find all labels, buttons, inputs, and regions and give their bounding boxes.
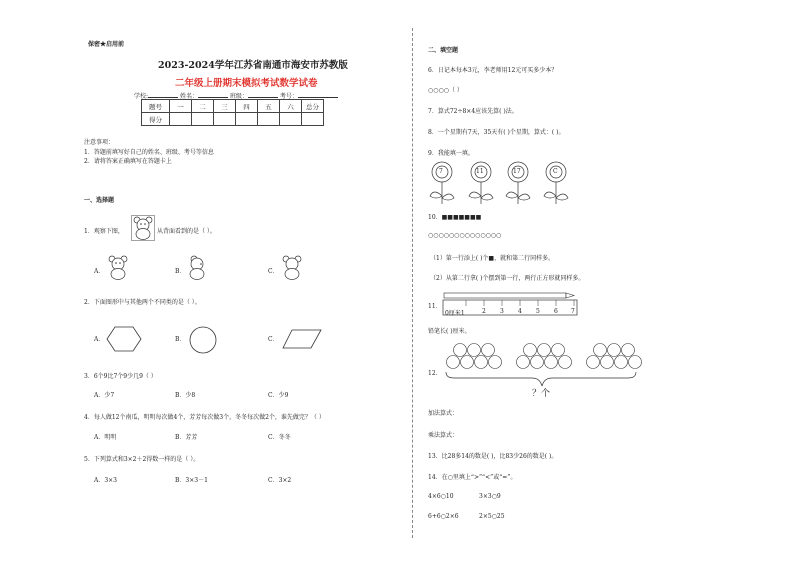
notes-title: 注意事项：: [84, 139, 115, 146]
page-divider: [412, 28, 413, 538]
score-table: [141, 99, 324, 126]
page-subtitle: 二年级上册期末模拟考试数学试卷: [175, 78, 318, 89]
table-cell: 三: [214, 100, 236, 113]
name-label: 姓名：: [179, 93, 198, 100]
q1-option-a[interactable]: A．: [94, 268, 105, 275]
q2-option-b[interactable]: B．: [175, 336, 186, 343]
q12-add-formula[interactable]: 加法算式：: [428, 410, 459, 417]
school-field[interactable]: [148, 90, 178, 98]
notes-item: 2．请将答案正确填写在答题卡上: [84, 158, 172, 165]
table-cell: 总分: [302, 100, 324, 113]
ruler-tick-label: 5: [536, 308, 540, 315]
q4-option-c[interactable]: C．冬冬: [268, 434, 291, 441]
score-cell[interactable]: [302, 113, 324, 126]
q12-label: 12．: [428, 370, 442, 377]
q4-option-a[interactable]: A．明明: [94, 434, 117, 441]
circle-icon: [189, 326, 217, 354]
table-cell: 一: [170, 100, 192, 113]
bear-side-icon: [186, 254, 208, 280]
q2-option-a[interactable]: A．: [94, 336, 105, 343]
q10-part-b[interactable]: （2）从第二行拿( )个摆到第一行，两行正方形就同样多。: [430, 275, 585, 282]
section-fill-title: 二、填空题: [428, 47, 459, 54]
q11-answer[interactable]: 铅笔长( )厘米。: [428, 328, 471, 335]
q2-option-c[interactable]: C．: [268, 336, 279, 343]
ruler-tick-label: 7: [571, 308, 575, 315]
q1-option-c[interactable]: C．: [268, 268, 279, 275]
q5-option-a[interactable]: A．3×3: [94, 477, 117, 484]
parallelogram-icon: [282, 329, 322, 349]
q7-text: 7．算式72÷8×4应该先算( )法。: [428, 108, 518, 115]
ruler-tick-label: 3: [500, 308, 504, 315]
table-cell: 五: [258, 100, 280, 113]
score-cell[interactable]: [192, 113, 214, 126]
q3-text: 3．6个9比7个9少几9（ ）: [84, 373, 157, 380]
ruler-tick-label: 2: [482, 308, 486, 315]
score-cell[interactable]: [258, 113, 280, 126]
score-cell[interactable]: [214, 113, 236, 126]
number-field[interactable]: [298, 90, 338, 98]
name-field[interactable]: [198, 90, 228, 98]
q6-text: 6．日记本每本3元，李老师用12元可买多少本？: [428, 67, 558, 74]
q2-text: 2．下面图形中与其他两个不同类的是（ ）。: [84, 299, 201, 306]
flower-number: 11: [476, 168, 484, 175]
q5-text: 5．下列算式和3×2＋2得数一样的是（ ）。: [84, 456, 200, 463]
q14-text: 14．在○里填上“>”“<”或“=”。: [428, 474, 517, 481]
q3-option-a[interactable]: A．少7: [94, 392, 115, 399]
q1-text: 从背面看到的是（ ）。: [157, 228, 216, 235]
q13-text: 13．比28多14的数是( )，比83少26的数是( )。: [428, 453, 558, 460]
q10-circles: ○○○○○○○○○○○○○○: [428, 232, 502, 239]
q9-text: 9．我能填一填。: [428, 150, 474, 157]
school-label: 学校:: [134, 93, 149, 100]
q1-prefix: 1．观察下图，: [84, 228, 124, 235]
flower-number: 7: [439, 168, 443, 175]
q3-option-b[interactable]: B．少8: [175, 392, 196, 399]
notes-item: 1．答题前填写好自己的姓名、班级、考号等信息: [84, 149, 214, 156]
q12-question: ？个: [532, 389, 551, 399]
compare-item[interactable]: 2×5○25: [479, 513, 505, 520]
q10-text: 10．■■■■■■■: [428, 214, 482, 221]
q11-label: 11．: [428, 303, 442, 310]
q5-option-b[interactable]: B．3×3－1: [175, 477, 208, 484]
table-cell: 六: [280, 100, 302, 113]
number-label: 考号：: [279, 93, 298, 100]
bear-option-a-icon: [106, 254, 130, 280]
table-cell: 得分: [142, 113, 170, 126]
q12-mul-formula[interactable]: 乘法算式：: [428, 432, 459, 439]
score-cell[interactable]: [236, 113, 258, 126]
flower-stems-icon: [428, 160, 588, 208]
score-table-score-row: [142, 113, 324, 126]
score-cell[interactable]: [170, 113, 192, 126]
ruler-tick-label: 0厘米1: [445, 310, 465, 317]
hexagon-icon: [106, 326, 142, 352]
secret-label: 保密★启用前: [88, 41, 125, 48]
score-table-header-row: [142, 100, 324, 113]
flower-number: 17: [513, 168, 521, 175]
ruler-tick-label: 4: [518, 308, 522, 315]
apple-groups-icon: [444, 342, 634, 392]
q4-text: 4．每人做12个南瓜，明明每次做4个，芳芳每次做3个，冬冬每次做2个，谁先做完？（ ）: [84, 414, 325, 421]
compare-item[interactable]: 4×6○10: [428, 493, 454, 500]
page-title: 2023-2024学年江苏省南通市海安市苏教版: [158, 60, 348, 71]
section-choice-title: 一、选择题: [84, 197, 115, 204]
compare-item[interactable]: 3×3○9: [479, 493, 501, 500]
flower-number: C: [553, 168, 558, 175]
score-cell[interactable]: [280, 113, 302, 126]
q9-flowers: [428, 160, 588, 208]
class-label: 班级：: [229, 93, 248, 100]
table-cell: 二: [192, 100, 214, 113]
bear-back-icon: [280, 254, 304, 280]
q6-answer[interactable]: ○○○○（ ）: [428, 87, 463, 94]
q10-part-a[interactable]: （1）第一行添上( )个■，就和第二行同样多。: [430, 255, 555, 262]
q4-option-b[interactable]: B．芳芳: [175, 434, 198, 441]
table-cell: 四: [236, 100, 258, 113]
ruler-tick-label: 6: [554, 308, 558, 315]
bear-front-icon: [131, 215, 155, 241]
q5-option-c[interactable]: C．3×2: [268, 477, 292, 484]
q3-option-c[interactable]: C．少9: [268, 392, 289, 399]
table-cell: 题号: [142, 100, 170, 113]
compare-item[interactable]: 6+6○2×6: [428, 513, 459, 520]
q8-text: 8．一个星期有7天，35天有( )个星期，算式：( )。: [428, 129, 565, 136]
class-field[interactable]: [248, 90, 278, 98]
q1-option-b[interactable]: B．: [175, 268, 186, 275]
